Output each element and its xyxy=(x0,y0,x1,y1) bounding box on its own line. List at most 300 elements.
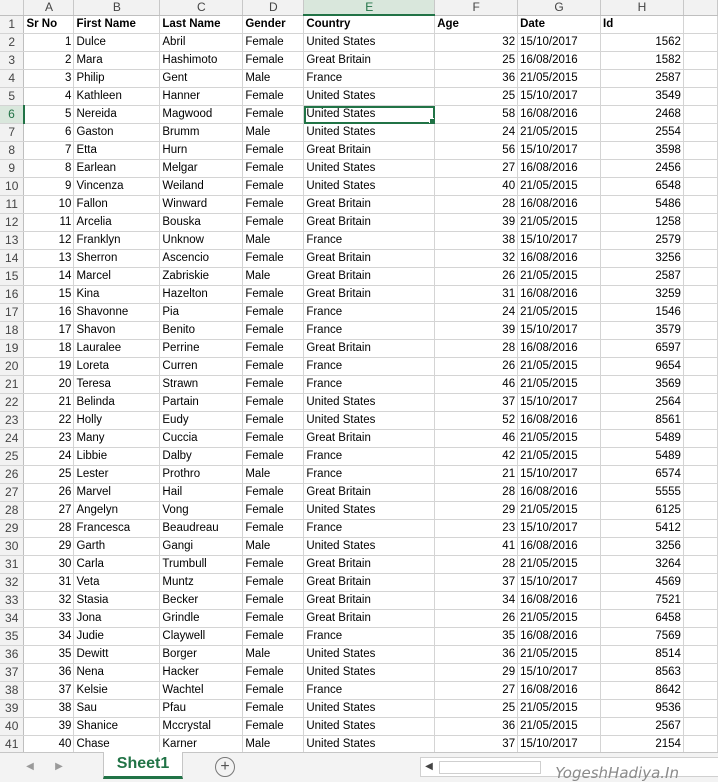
table-cell[interactable]: Wachtel xyxy=(160,682,243,700)
table-cell[interactable] xyxy=(683,232,717,250)
table-cell[interactable]: Female xyxy=(243,88,304,106)
table-cell[interactable]: 16/08/2016 xyxy=(518,340,601,358)
row-header[interactable]: 19 xyxy=(0,340,24,358)
table-cell[interactable]: Cuccia xyxy=(160,430,243,448)
table-cell[interactable]: 2468 xyxy=(601,106,684,124)
table-cell[interactable]: 25 xyxy=(435,52,518,70)
column-title-cell[interactable]: Sr No xyxy=(24,15,74,34)
table-cell[interactable]: 6458 xyxy=(601,610,684,628)
table-cell[interactable]: 21/05/2015 xyxy=(518,214,601,232)
table-cell[interactable] xyxy=(683,286,717,304)
table-cell[interactable]: 26 xyxy=(435,358,518,376)
table-cell[interactable]: 31 xyxy=(24,574,74,592)
table-cell[interactable]: 32 xyxy=(24,592,74,610)
table-cell[interactable]: Hashimoto xyxy=(160,52,243,70)
table-cell[interactable]: 41 xyxy=(435,538,518,556)
table-cell[interactable]: 20 xyxy=(24,376,74,394)
row-header[interactable]: 10 xyxy=(0,178,24,196)
table-cell[interactable]: 28 xyxy=(435,196,518,214)
table-cell[interactable] xyxy=(683,394,717,412)
table-cell[interactable]: Great Britain xyxy=(304,268,435,286)
table-cell[interactable]: 9654 xyxy=(601,358,684,376)
table-cell[interactable]: 16/08/2016 xyxy=(518,538,601,556)
table-cell[interactable]: Strawn xyxy=(160,376,243,394)
table-cell[interactable]: 16/08/2016 xyxy=(518,592,601,610)
table-cell[interactable]: Female xyxy=(243,592,304,610)
table-cell[interactable]: 42 xyxy=(435,448,518,466)
table-cell[interactable]: Bouska xyxy=(160,214,243,232)
table-cell[interactable]: 21 xyxy=(435,466,518,484)
table-cell[interactable]: 25 xyxy=(24,466,74,484)
table-cell[interactable]: 25 xyxy=(435,700,518,718)
table-cell[interactable]: 36 xyxy=(435,646,518,664)
table-cell[interactable]: Male xyxy=(243,268,304,286)
table-cell[interactable]: Earlean xyxy=(74,160,160,178)
table-cell[interactable]: 36 xyxy=(435,718,518,736)
table-cell[interactable] xyxy=(683,574,717,592)
table-cell[interactable]: Gaston xyxy=(74,124,160,142)
table-cell[interactable]: 15 xyxy=(24,286,74,304)
table-cell[interactable]: 15/10/2017 xyxy=(518,664,601,682)
table-cell[interactable]: 34 xyxy=(435,592,518,610)
table-cell[interactable]: 1562 xyxy=(601,34,684,52)
table-cell[interactable]: 5486 xyxy=(601,196,684,214)
table-cell[interactable]: Shavonne xyxy=(74,304,160,322)
table-cell[interactable]: United States xyxy=(304,718,435,736)
table-cell[interactable]: Mara xyxy=(74,52,160,70)
table-cell[interactable]: Benito xyxy=(160,322,243,340)
table-cell[interactable]: 6125 xyxy=(601,502,684,520)
table-cell[interactable]: Great Britain xyxy=(304,52,435,70)
table-cell[interactable]: Great Britain xyxy=(304,286,435,304)
table-cell[interactable]: Lester xyxy=(74,466,160,484)
table-cell[interactable]: 3264 xyxy=(601,556,684,574)
column-header-g[interactable]: G xyxy=(518,0,601,15)
table-cell[interactable]: 37 xyxy=(435,394,518,412)
row-header[interactable]: 31 xyxy=(0,556,24,574)
table-cell[interactable]: 16/08/2016 xyxy=(518,106,601,124)
table-cell[interactable] xyxy=(683,718,717,736)
table-cell[interactable]: 7 xyxy=(24,142,74,160)
table-cell[interactable]: 15/10/2017 xyxy=(518,88,601,106)
table-cell[interactable]: Magwood xyxy=(160,106,243,124)
table-cell[interactable]: 16/08/2016 xyxy=(518,196,601,214)
table-cell[interactable]: Grindle xyxy=(160,610,243,628)
table-cell[interactable]: Female xyxy=(243,430,304,448)
table-cell[interactable]: 4 xyxy=(24,88,74,106)
table-cell[interactable] xyxy=(683,70,717,88)
table-cell[interactable]: 27 xyxy=(24,502,74,520)
table-cell[interactable]: 5412 xyxy=(601,520,684,538)
table-cell[interactable]: France xyxy=(304,376,435,394)
table-cell[interactable]: 39 xyxy=(435,214,518,232)
table-cell[interactable]: Female xyxy=(243,250,304,268)
table-cell[interactable]: 6548 xyxy=(601,178,684,196)
row-header[interactable]: 17 xyxy=(0,304,24,322)
table-cell[interactable]: Hacker xyxy=(160,664,243,682)
table-cell[interactable]: 18 xyxy=(24,340,74,358)
table-cell[interactable]: France xyxy=(304,682,435,700)
table-cell[interactable]: France xyxy=(304,520,435,538)
table-cell[interactable]: 2567 xyxy=(601,718,684,736)
table-cell[interactable]: Great Britain xyxy=(304,484,435,502)
table-cell[interactable]: Great Britain xyxy=(304,214,435,232)
table-cell[interactable]: 21/05/2015 xyxy=(518,430,601,448)
table-cell[interactable]: Female xyxy=(243,196,304,214)
table-cell[interactable]: Arcelia xyxy=(74,214,160,232)
triangle-left-icon[interactable]: ◀ xyxy=(26,761,34,772)
row-header[interactable]: 6 xyxy=(0,106,24,124)
table-cell[interactable]: 15/10/2017 xyxy=(518,574,601,592)
column-title-cell[interactable]: Country xyxy=(304,15,435,34)
table-cell[interactable]: Female xyxy=(243,394,304,412)
table-cell[interactable]: Weiland xyxy=(160,178,243,196)
column-header-d[interactable]: D xyxy=(243,0,304,15)
table-cell[interactable]: Dewitt xyxy=(74,646,160,664)
table-cell[interactable] xyxy=(683,448,717,466)
table-cell[interactable]: 1582 xyxy=(601,52,684,70)
row-header[interactable]: 34 xyxy=(0,610,24,628)
table-cell[interactable]: 27 xyxy=(435,682,518,700)
column-header-a[interactable]: A xyxy=(24,0,74,15)
table-cell[interactable]: United States xyxy=(304,88,435,106)
table-cell[interactable]: 8 xyxy=(24,160,74,178)
column-title-cell[interactable]: Last Name xyxy=(160,15,243,34)
row-header[interactable]: 23 xyxy=(0,412,24,430)
table-cell[interactable]: Female xyxy=(243,610,304,628)
table-cell[interactable]: 16/08/2016 xyxy=(518,286,601,304)
table-cell[interactable]: 16/08/2016 xyxy=(518,52,601,70)
row-header[interactable]: 15 xyxy=(0,268,24,286)
table-cell[interactable]: 3259 xyxy=(601,286,684,304)
column-header-e[interactable]: E xyxy=(304,0,435,15)
table-cell[interactable]: France xyxy=(304,304,435,322)
table-cell[interactable]: 28 xyxy=(435,484,518,502)
table-cell[interactable]: Loreta xyxy=(74,358,160,376)
table-cell[interactable]: United States xyxy=(304,34,435,52)
table-cell[interactable]: Great Britain xyxy=(304,250,435,268)
table-cell[interactable] xyxy=(683,556,717,574)
table-cell[interactable] xyxy=(683,358,717,376)
row-header[interactable]: 36 xyxy=(0,646,24,664)
table-cell[interactable]: Great Britain xyxy=(304,340,435,358)
row-header[interactable]: 40 xyxy=(0,718,24,736)
table-cell[interactable]: 4569 xyxy=(601,574,684,592)
table-cell[interactable]: 15/10/2017 xyxy=(518,466,601,484)
row-header[interactable]: 27 xyxy=(0,484,24,502)
table-cell[interactable]: Nereida xyxy=(74,106,160,124)
table-cell[interactable]: Female xyxy=(243,412,304,430)
table-cell[interactable]: 6597 xyxy=(601,340,684,358)
table-cell[interactable]: 16/08/2016 xyxy=(518,412,601,430)
table-cell[interactable]: 19 xyxy=(24,358,74,376)
triangle-right-icon[interactable]: ▶ xyxy=(55,761,63,772)
table-cell[interactable]: Dalby xyxy=(160,448,243,466)
table-cell[interactable]: Hail xyxy=(160,484,243,502)
table-cell[interactable]: Libbie xyxy=(74,448,160,466)
plus-circle-icon[interactable]: + xyxy=(215,757,235,777)
table-cell[interactable]: 9 xyxy=(24,178,74,196)
table-cell[interactable]: 3549 xyxy=(601,88,684,106)
table-cell[interactable] xyxy=(683,700,717,718)
column-header-c[interactable]: C xyxy=(160,0,243,15)
row-header[interactable]: 20 xyxy=(0,358,24,376)
table-cell[interactable] xyxy=(683,106,717,124)
table-cell[interactable] xyxy=(683,250,717,268)
table-cell[interactable]: 15/10/2017 xyxy=(518,232,601,250)
table-cell[interactable]: Many xyxy=(74,430,160,448)
table-cell[interactable]: 36 xyxy=(435,70,518,88)
table-cell[interactable]: Kelsie xyxy=(74,682,160,700)
table-cell[interactable]: 21/05/2015 xyxy=(518,610,601,628)
table-cell[interactable]: France xyxy=(304,70,435,88)
table-cell[interactable]: 21/05/2015 xyxy=(518,376,601,394)
table-cell[interactable]: 26 xyxy=(24,484,74,502)
table-cell[interactable]: 1 xyxy=(24,34,74,52)
table-cell[interactable]: 5555 xyxy=(601,484,684,502)
table-cell[interactable]: 37 xyxy=(435,574,518,592)
table-cell[interactable]: 21/05/2015 xyxy=(518,700,601,718)
column-title-cell[interactable]: First Name xyxy=(74,15,160,34)
table-cell[interactable] xyxy=(683,304,717,322)
table-cell[interactable] xyxy=(683,682,717,700)
table-cell[interactable]: 46 xyxy=(435,430,518,448)
table-cell[interactable]: France xyxy=(304,466,435,484)
table-cell[interactable]: Female xyxy=(243,520,304,538)
table-cell[interactable]: 16/08/2016 xyxy=(518,250,601,268)
table-cell[interactable]: Female xyxy=(243,160,304,178)
table-cell[interactable] xyxy=(683,736,717,753)
table-cell[interactable]: 35 xyxy=(24,646,74,664)
table-cell[interactable]: 26 xyxy=(435,610,518,628)
table-cell[interactable] xyxy=(683,430,717,448)
table-cell[interactable]: France xyxy=(304,322,435,340)
table-cell[interactable]: 8563 xyxy=(601,664,684,682)
table-cell[interactable]: United States xyxy=(304,736,435,753)
table-cell[interactable]: 29 xyxy=(435,664,518,682)
table-cell[interactable]: Stasia xyxy=(74,592,160,610)
table-cell[interactable]: 40 xyxy=(24,736,74,753)
table-cell[interactable]: Male xyxy=(243,736,304,753)
row-header[interactable]: 25 xyxy=(0,448,24,466)
table-cell[interactable]: Female xyxy=(243,484,304,502)
sheet-tab-sheet1[interactable]: Sheet1 xyxy=(103,752,183,779)
table-cell[interactable]: Judie xyxy=(74,628,160,646)
table-cell[interactable]: 2 xyxy=(24,52,74,70)
table-cell[interactable] xyxy=(683,214,717,232)
table-cell[interactable]: Francesca xyxy=(74,520,160,538)
table-cell[interactable]: Female xyxy=(243,556,304,574)
table-cell[interactable]: 22 xyxy=(24,412,74,430)
table-cell[interactable]: 2587 xyxy=(601,268,684,286)
table-cell[interactable]: Abril xyxy=(160,34,243,52)
table-cell[interactable]: 39 xyxy=(435,322,518,340)
table-cell[interactable]: United States xyxy=(304,664,435,682)
row-header[interactable]: 29 xyxy=(0,520,24,538)
table-cell[interactable]: Male xyxy=(243,538,304,556)
table-cell[interactable]: Shavon xyxy=(74,322,160,340)
column-header-h[interactable]: H xyxy=(601,0,684,15)
table-cell[interactable]: 5489 xyxy=(601,430,684,448)
table-cell[interactable]: 39 xyxy=(24,718,74,736)
table-cell[interactable]: 30 xyxy=(24,556,74,574)
table-cell[interactable]: Female xyxy=(243,106,304,124)
table-cell[interactable]: Female xyxy=(243,502,304,520)
table-cell[interactable]: 1258 xyxy=(601,214,684,232)
table-cell[interactable] xyxy=(683,628,717,646)
table-cell[interactable]: 15/10/2017 xyxy=(518,736,601,753)
table-cell[interactable]: 3256 xyxy=(601,250,684,268)
row-header[interactable]: 26 xyxy=(0,466,24,484)
table-cell[interactable]: Female xyxy=(243,286,304,304)
table-cell[interactable]: France xyxy=(304,232,435,250)
row-header[interactable]: 2 xyxy=(0,34,24,52)
table-cell[interactable]: Ascencio xyxy=(160,250,243,268)
table-cell[interactable]: 21/05/2015 xyxy=(518,646,601,664)
table-cell[interactable] xyxy=(683,466,717,484)
table-cell[interactable]: Female xyxy=(243,376,304,394)
table-cell[interactable]: Female xyxy=(243,718,304,736)
table-cell[interactable]: 5 xyxy=(24,106,74,124)
table-cell[interactable]: 31 xyxy=(435,286,518,304)
table-cell[interactable]: 23 xyxy=(24,430,74,448)
table-cell[interactable] xyxy=(683,196,717,214)
table-cell[interactable]: Female xyxy=(243,178,304,196)
table-cell[interactable] xyxy=(683,178,717,196)
table-cell[interactable]: Kathleen xyxy=(74,88,160,106)
row-header[interactable]: 28 xyxy=(0,502,24,520)
table-cell[interactable]: 3 xyxy=(24,70,74,88)
table-cell[interactable]: Shanice xyxy=(74,718,160,736)
table-cell[interactable]: 32 xyxy=(435,34,518,52)
table-cell[interactable]: Veta xyxy=(74,574,160,592)
table-cell[interactable]: Hanner xyxy=(160,88,243,106)
select-all-corner[interactable] xyxy=(0,0,24,15)
table-cell[interactable]: Great Britain xyxy=(304,556,435,574)
table-cell[interactable]: Becker xyxy=(160,592,243,610)
column-title-cell[interactable]: Gender xyxy=(243,15,304,34)
table-cell[interactable] xyxy=(683,124,717,142)
table-cell[interactable] xyxy=(683,484,717,502)
table-cell[interactable]: 36 xyxy=(24,664,74,682)
table-cell[interactable]: United States xyxy=(304,412,435,430)
table-cell[interactable]: 9536 xyxy=(601,700,684,718)
table-cell[interactable]: 52 xyxy=(435,412,518,430)
table-cell[interactable]: Male xyxy=(243,646,304,664)
table-cell[interactable]: 15/10/2017 xyxy=(518,142,601,160)
table-cell[interactable]: Pia xyxy=(160,304,243,322)
table-cell[interactable]: 16 xyxy=(24,304,74,322)
row-header[interactable]: 3 xyxy=(0,52,24,70)
table-cell[interactable]: Great Britain xyxy=(304,574,435,592)
table-cell[interactable]: United States xyxy=(304,538,435,556)
table-cell[interactable]: Holly xyxy=(74,412,160,430)
table-cell[interactable]: 21/05/2015 xyxy=(518,178,601,196)
table-cell[interactable]: 21/05/2015 xyxy=(518,268,601,286)
table-cell[interactable]: Female xyxy=(243,358,304,376)
table-cell[interactable]: 15/10/2017 xyxy=(518,322,601,340)
row-header[interactable]: 1 xyxy=(0,15,24,34)
table-cell[interactable]: Teresa xyxy=(74,376,160,394)
table-cell[interactable]: Great Britain xyxy=(304,430,435,448)
table-cell[interactable]: 2579 xyxy=(601,232,684,250)
row-header[interactable]: 33 xyxy=(0,592,24,610)
table-cell[interactable]: Garth xyxy=(74,538,160,556)
table-cell[interactable]: Female xyxy=(243,52,304,70)
table-cell[interactable]: Female xyxy=(243,700,304,718)
table-cell[interactable]: Gangi xyxy=(160,538,243,556)
table-cell[interactable]: 6574 xyxy=(601,466,684,484)
table-cell[interactable]: 29 xyxy=(435,502,518,520)
scroll-left-icon[interactable]: ◀ xyxy=(425,761,433,772)
table-cell[interactable]: Female xyxy=(243,574,304,592)
table-cell[interactable]: Marcel xyxy=(74,268,160,286)
table-cell[interactable]: 15/10/2017 xyxy=(518,520,601,538)
table-cell[interactable] xyxy=(683,142,717,160)
table-cell[interactable]: Female xyxy=(243,142,304,160)
table-cell[interactable]: 21/05/2015 xyxy=(518,502,601,520)
table-cell[interactable]: 10 xyxy=(24,196,74,214)
table-cell[interactable]: Perrine xyxy=(160,340,243,358)
table-cell[interactable]: Great Britain xyxy=(304,196,435,214)
column-header-b[interactable]: B xyxy=(74,0,160,15)
table-cell[interactable]: 15/10/2017 xyxy=(518,34,601,52)
table-cell[interactable] xyxy=(683,592,717,610)
table-cell[interactable]: 21/05/2015 xyxy=(518,448,601,466)
column-header-f[interactable]: F xyxy=(435,0,518,15)
table-cell[interactable]: Pfau xyxy=(160,700,243,718)
table-cell[interactable]: 25 xyxy=(435,88,518,106)
row-header[interactable]: 38 xyxy=(0,682,24,700)
table-cell[interactable]: 21/05/2015 xyxy=(518,556,601,574)
active-cell[interactable]: United States xyxy=(304,106,435,124)
row-header[interactable]: 41 xyxy=(0,736,24,753)
horizontal-scrollbar[interactable] xyxy=(420,757,718,782)
table-cell[interactable]: Borger xyxy=(160,646,243,664)
table-cell[interactable]: 21/05/2015 xyxy=(518,124,601,142)
table-cell[interactable]: 24 xyxy=(24,448,74,466)
table-cell[interactable] xyxy=(683,646,717,664)
table-cell[interactable]: France xyxy=(304,358,435,376)
table-cell[interactable]: 7521 xyxy=(601,592,684,610)
table-cell[interactable] xyxy=(683,52,717,70)
table-cell[interactable]: Franklyn xyxy=(74,232,160,250)
table-cell[interactable]: 58 xyxy=(435,106,518,124)
table-cell[interactable]: 46 xyxy=(435,376,518,394)
table-cell[interactable]: 5489 xyxy=(601,448,684,466)
table-cell[interactable]: Winward xyxy=(160,196,243,214)
table-cell[interactable]: Great Britain xyxy=(304,610,435,628)
table-cell[interactable]: France xyxy=(304,628,435,646)
row-header[interactable]: 11 xyxy=(0,196,24,214)
table-cell[interactable]: Unknow xyxy=(160,232,243,250)
row-header[interactable]: 9 xyxy=(0,160,24,178)
table-cell[interactable]: Beaudreau xyxy=(160,520,243,538)
table-cell[interactable] xyxy=(683,376,717,394)
table-cell[interactable]: Jona xyxy=(74,610,160,628)
table-cell[interactable]: Great Britain xyxy=(304,142,435,160)
table-cell[interactable]: 21/05/2015 xyxy=(518,718,601,736)
table-cell[interactable]: United States xyxy=(304,160,435,178)
table-cell[interactable]: Sherron xyxy=(74,250,160,268)
scrollbar-thumb[interactable] xyxy=(439,761,541,774)
table-cell[interactable]: Belinda xyxy=(74,394,160,412)
table-cell[interactable]: 17 xyxy=(24,322,74,340)
table-cell[interactable]: 28 xyxy=(435,556,518,574)
table-cell[interactable]: Curren xyxy=(160,358,243,376)
table-cell[interactable]: United States xyxy=(304,394,435,412)
table-cell[interactable]: Eudy xyxy=(160,412,243,430)
